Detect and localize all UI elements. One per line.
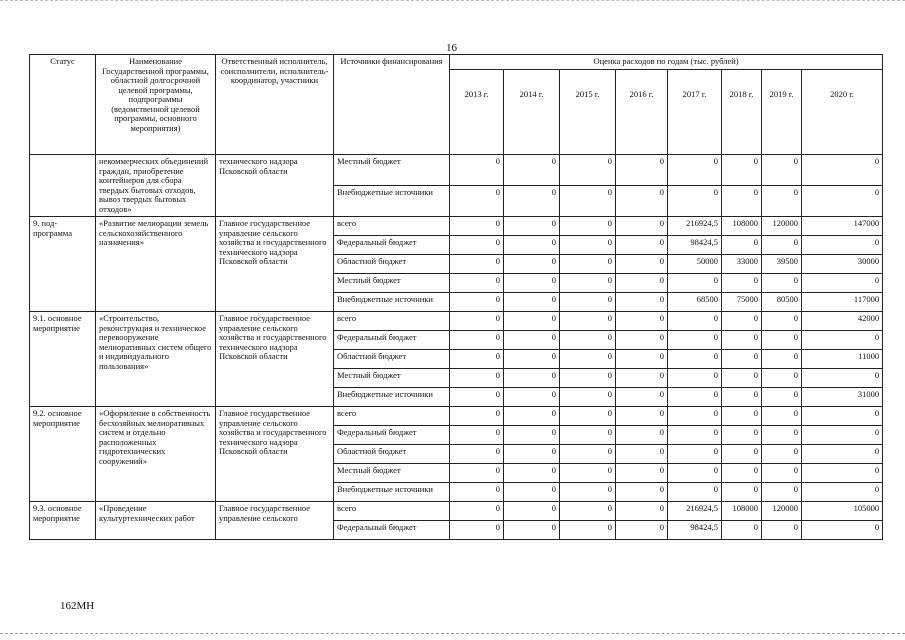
value-cell: 0: [762, 445, 802, 464]
value-cell: 105000: [802, 502, 883, 521]
year-header-6: 2019 г.: [762, 70, 802, 155]
funding-source: Внебюджетные источники: [334, 483, 450, 502]
value-cell: 0: [802, 369, 883, 388]
funding-source: всего: [334, 407, 450, 426]
value-cell: 0: [450, 331, 504, 350]
value-cell: 0: [560, 369, 616, 388]
value-cell: 0: [504, 312, 560, 331]
value-cell: 0: [722, 445, 762, 464]
value-cell: 0: [504, 274, 560, 293]
value-cell: 0: [616, 502, 668, 521]
funding-source: Местный бюджет: [334, 369, 450, 388]
value-cell: 0: [668, 369, 722, 388]
value-cell: 0: [616, 464, 668, 483]
value-cell: 0: [802, 426, 883, 445]
header-sources: Источники финансирования: [334, 55, 450, 155]
block-name: «Развитие мелиорации земель сельскохозяйственного назначения»: [96, 217, 216, 312]
value-cell: 0: [616, 217, 668, 236]
value-cell: 0: [450, 350, 504, 369]
top-dashed-rule: [0, 0, 905, 3]
table-row: [30, 407, 883, 426]
value-cell: 0: [504, 483, 560, 502]
block-responsible: Главное государственное управление сельского хозяйства и государственного технического надзора Псковской области: [216, 217, 334, 312]
header-status: Статус: [30, 55, 96, 155]
block-name: некоммерческих объединений граждан, приобретение контейнеров для сбора твердых бытовых отходов, вывоз твердых бытовых отходов»: [96, 155, 216, 217]
value-cell: 11000: [802, 350, 883, 369]
value-cell: 0: [560, 217, 616, 236]
value-cell: 33000: [722, 255, 762, 274]
value-cell: 0: [450, 217, 504, 236]
value-cell: 50000: [668, 255, 722, 274]
value-cell: 39500: [762, 255, 802, 274]
value-cell: 0: [560, 502, 616, 521]
block-responsible: Главное государственное управление сельского хозяйства и государственного технического надзора Псковской области: [216, 407, 334, 502]
value-cell: 0: [802, 186, 883, 217]
funding-source: Внебюджетные источники: [334, 388, 450, 407]
value-cell: 0: [668, 426, 722, 445]
value-cell: 0: [504, 445, 560, 464]
value-cell: 0: [616, 369, 668, 388]
value-cell: 0: [450, 464, 504, 483]
value-cell: 0: [504, 464, 560, 483]
value-cell: 0: [616, 521, 668, 540]
value-cell: 0: [616, 350, 668, 369]
table-row: [30, 502, 883, 521]
value-cell: 0: [762, 236, 802, 255]
funding-source: всего: [334, 312, 450, 331]
value-cell: 0: [668, 186, 722, 217]
funding-source: всего: [334, 502, 450, 521]
value-cell: 0: [722, 426, 762, 445]
value-cell: 0: [722, 369, 762, 388]
value-cell: 0: [802, 521, 883, 540]
block-status: 9.2. основное мероприятие: [30, 407, 96, 502]
value-cell: 0: [504, 407, 560, 426]
value-cell: 0: [616, 155, 668, 186]
value-cell: 0: [504, 388, 560, 407]
value-cell: 0: [450, 236, 504, 255]
value-cell: 0: [560, 445, 616, 464]
value-cell: 0: [450, 274, 504, 293]
value-cell: 0: [616, 255, 668, 274]
value-cell: 0: [560, 293, 616, 312]
year-header-1: 2014 г.: [504, 70, 560, 155]
value-cell: 0: [668, 464, 722, 483]
year-header-7: 2020 г.: [802, 70, 883, 155]
value-cell: 0: [450, 407, 504, 426]
value-cell: 0: [668, 388, 722, 407]
header-name: Наименование Государственной программы, областной долгосрочной целевой программы, подпрограммы (ведомственной целевой программы, основного мероприятия): [96, 55, 216, 155]
value-cell: 0: [668, 350, 722, 369]
value-cell: 0: [560, 521, 616, 540]
table-row: [30, 155, 883, 186]
value-cell: 0: [802, 236, 883, 255]
value-cell: 0: [450, 155, 504, 186]
value-cell: 120000: [762, 502, 802, 521]
value-cell: 0: [560, 483, 616, 502]
table-row: [30, 312, 883, 331]
funding-source: Областной бюджет: [334, 255, 450, 274]
value-cell: 0: [722, 388, 762, 407]
value-cell: 0: [668, 407, 722, 426]
value-cell: 0: [616, 483, 668, 502]
value-cell: 0: [722, 350, 762, 369]
header-estimate: Оценка расходов по годам (тыс. рублей): [450, 55, 883, 70]
value-cell: 0: [762, 483, 802, 502]
block-status: 9.3. основное мероприятие: [30, 502, 96, 540]
funding-source: Местный бюджет: [334, 464, 450, 483]
value-cell: 0: [504, 293, 560, 312]
value-cell: 0: [668, 274, 722, 293]
value-cell: 0: [616, 407, 668, 426]
value-cell: 0: [762, 464, 802, 483]
value-cell: 42000: [802, 312, 883, 331]
page-number: 16: [446, 42, 457, 54]
value-cell: 108000: [722, 217, 762, 236]
block-name: «Оформление в собственность бесхозяйных мелиоративных систем и отдельно расположенных гидротехнических сооружений»: [96, 407, 216, 502]
value-cell: 0: [616, 445, 668, 464]
value-cell: 0: [762, 521, 802, 540]
table-row: [30, 217, 883, 236]
value-cell: 0: [722, 483, 762, 502]
funding-source: Федеральный бюджет: [334, 236, 450, 255]
value-cell: 0: [722, 407, 762, 426]
value-cell: 0: [762, 331, 802, 350]
value-cell: 0: [450, 483, 504, 502]
value-cell: 98424,5: [668, 236, 722, 255]
value-cell: 0: [762, 407, 802, 426]
value-cell: 0: [450, 186, 504, 217]
value-cell: 0: [560, 464, 616, 483]
block-status: 9.1. основное мероприятие: [30, 312, 96, 407]
value-cell: 0: [450, 388, 504, 407]
block-status: [30, 155, 96, 217]
value-cell: 80500: [762, 293, 802, 312]
value-cell: 120000: [762, 217, 802, 236]
value-cell: 0: [560, 274, 616, 293]
value-cell: 0: [762, 350, 802, 369]
value-cell: 0: [762, 312, 802, 331]
funding-source: Областной бюджет: [334, 350, 450, 369]
value-cell: 216924,5: [668, 502, 722, 521]
value-cell: 0: [504, 521, 560, 540]
value-cell: 0: [762, 369, 802, 388]
funding-source: Федеральный бюджет: [334, 331, 450, 350]
value-cell: 0: [504, 236, 560, 255]
year-header-2: 2015 г.: [560, 70, 616, 155]
value-cell: 0: [762, 186, 802, 217]
value-cell: 0: [802, 464, 883, 483]
value-cell: 0: [450, 502, 504, 521]
value-cell: 0: [450, 369, 504, 388]
value-cell: 0: [504, 426, 560, 445]
value-cell: 0: [668, 331, 722, 350]
value-cell: 0: [504, 155, 560, 186]
value-cell: 0: [668, 445, 722, 464]
value-cell: 0: [802, 274, 883, 293]
funding-source: Федеральный бюджет: [334, 521, 450, 540]
value-cell: 0: [560, 312, 616, 331]
funding-source: Областной бюджет: [334, 445, 450, 464]
funding-source: всего: [334, 217, 450, 236]
value-cell: 0: [560, 407, 616, 426]
year-header-3: 2016 г.: [616, 70, 668, 155]
year-header-0: 2013 г.: [450, 70, 504, 155]
value-cell: 75000: [722, 293, 762, 312]
value-cell: 0: [450, 293, 504, 312]
value-cell: 0: [668, 155, 722, 186]
value-cell: 0: [560, 350, 616, 369]
value-cell: 0: [668, 312, 722, 331]
value-cell: 0: [504, 217, 560, 236]
value-cell: 0: [616, 331, 668, 350]
funding-source: Местный бюджет: [334, 155, 450, 186]
value-cell: 117000: [802, 293, 883, 312]
value-cell: 0: [722, 274, 762, 293]
value-cell: 0: [722, 236, 762, 255]
value-cell: 0: [560, 426, 616, 445]
block-name: «Строительство, реконструкция и техническое перевооружение мелиоративных систем общего и индивидуального пользования»: [96, 312, 216, 407]
header-responsible: Ответственный исполнитель, соисполнители, исполнитель-координатор, участники: [216, 55, 334, 155]
block-status: 9. под-программа: [30, 217, 96, 312]
value-cell: 0: [722, 312, 762, 331]
value-cell: 0: [722, 186, 762, 217]
value-cell: 0: [450, 312, 504, 331]
bottom-dashed-rule: [0, 633, 905, 636]
value-cell: 0: [616, 293, 668, 312]
value-cell: 31000: [802, 388, 883, 407]
value-cell: 0: [504, 369, 560, 388]
year-header-4: 2017 г.: [668, 70, 722, 155]
value-cell: 0: [802, 331, 883, 350]
header-row: [30, 55, 883, 70]
value-cell: 0: [560, 388, 616, 407]
value-cell: 0: [762, 155, 802, 186]
funding-source: Внебюджетные источники: [334, 186, 450, 217]
value-cell: 0: [722, 331, 762, 350]
year-header-5: 2018 г.: [722, 70, 762, 155]
value-cell: 0: [616, 236, 668, 255]
value-cell: 0: [802, 155, 883, 186]
budget-body: [30, 155, 883, 540]
value-cell: 0: [560, 331, 616, 350]
value-cell: 0: [802, 407, 883, 426]
value-cell: 147000: [802, 217, 883, 236]
value-cell: 0: [450, 445, 504, 464]
block-responsible: Главное государственное управление сельского: [216, 502, 334, 540]
value-cell: 0: [722, 521, 762, 540]
value-cell: 98424,5: [668, 521, 722, 540]
value-cell: 0: [762, 388, 802, 407]
block-responsible: Главное государственное управление сельского хозяйства и государственного технического надзора Псковской области: [216, 312, 334, 407]
value-cell: 216924,5: [668, 217, 722, 236]
value-cell: 0: [616, 274, 668, 293]
funding-source: Внебюджетные источники: [334, 293, 450, 312]
value-cell: 0: [560, 186, 616, 217]
footer-code: 162МН: [60, 600, 95, 612]
value-cell: 0: [450, 521, 504, 540]
value-cell: 0: [450, 426, 504, 445]
value-cell: 0: [504, 331, 560, 350]
value-cell: 30000: [802, 255, 883, 274]
value-cell: 0: [560, 236, 616, 255]
funding-source: Федеральный бюджет: [334, 426, 450, 445]
value-cell: 0: [450, 255, 504, 274]
block-name: «Проведение культуртехнических работ: [96, 502, 216, 540]
value-cell: 0: [560, 155, 616, 186]
value-cell: 0: [802, 483, 883, 502]
value-cell: 0: [762, 426, 802, 445]
value-cell: 0: [616, 388, 668, 407]
value-cell: 0: [616, 426, 668, 445]
value-cell: 0: [504, 350, 560, 369]
value-cell: 0: [504, 255, 560, 274]
block-responsible: технического надзора Псковской области: [216, 155, 334, 217]
value-cell: 0: [722, 155, 762, 186]
value-cell: 68500: [668, 293, 722, 312]
value-cell: 108000: [722, 502, 762, 521]
value-cell: 0: [504, 186, 560, 217]
budget-table: [29, 54, 883, 540]
value-cell: 0: [668, 483, 722, 502]
value-cell: 0: [616, 312, 668, 331]
value-cell: 0: [802, 445, 883, 464]
value-cell: 0: [560, 255, 616, 274]
value-cell: 0: [762, 274, 802, 293]
value-cell: 0: [504, 502, 560, 521]
value-cell: 0: [616, 186, 668, 217]
value-cell: 0: [722, 464, 762, 483]
funding-source: Местный бюджет: [334, 274, 450, 293]
